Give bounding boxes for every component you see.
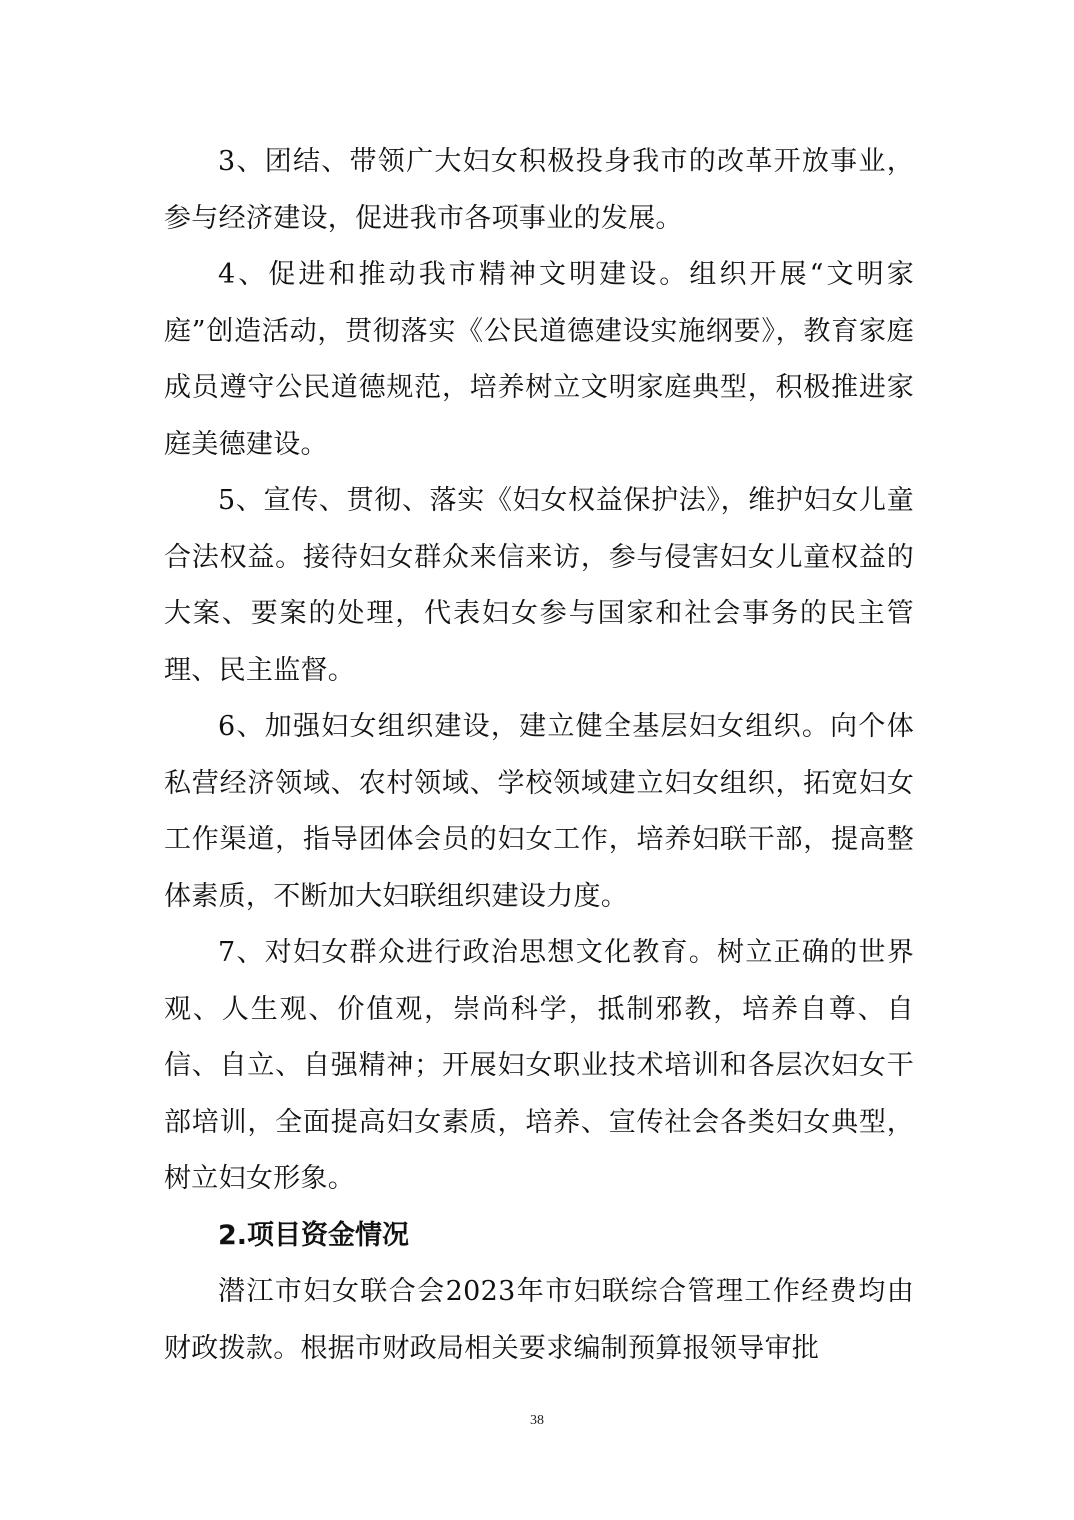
section-body: 潜江市妇女联合会2023年市妇联综合管理工作经费均由财政拨款。根据市财政局相关要求编制预算报领导审批 xyxy=(164,1276,914,1364)
paragraph-item-3: 3、团结、带领广大妇女积极投身我市的改革开放事业，参与经济建设，促进我市各项事业的发展。 xyxy=(164,146,914,234)
paragraph-item-4: 4、促进和推动我市精神文明建设。组织开展“文明家庭”创造活动，贯彻落实《公民道德建设实施纲要》，教育家庭成员遵守公民道德规范，培养树立文明家庭典型，积极推进家庭美德建设。 xyxy=(164,259,914,460)
paragraph-item-7: 7、对妇女群众进行政治思想文化教育。树立正确的世界观、人生观、价值观，崇尚科学，抵制邪教，培养自尊、自信、自立、自强精神；开展妇女职业技术培训和各层次妇女干部培训，全面提高妇女素质，培养、宣传社会各类妇女典型，树立妇女形象。 xyxy=(164,937,914,1194)
paragraph-item-6: 6、加强妇女组织建设，建立健全基层妇女组织。向个体私营经济领域、农村领域、学校领域建立妇女组织，拓宽妇女工作渠道，指导团体会员的妇女工作，培养妇联干部，提高整体素质，不断加大妇联组织建设力度。 xyxy=(164,711,914,912)
page-content xyxy=(164,134,914,1377)
paragraph-item-5: 5、宣传、贯彻、落实《妇女权益保护法》，维护妇女儿童合法权益。接待妇女群众来信来访，参与侵害妇女儿童权益的大案、要案的处理，代表妇女参与国家和社会事务的民主管理、民主监督。 xyxy=(164,485,914,686)
page-number: 38 xyxy=(530,1413,544,1428)
section-heading: 2.项目资金情况 xyxy=(218,1219,410,1251)
